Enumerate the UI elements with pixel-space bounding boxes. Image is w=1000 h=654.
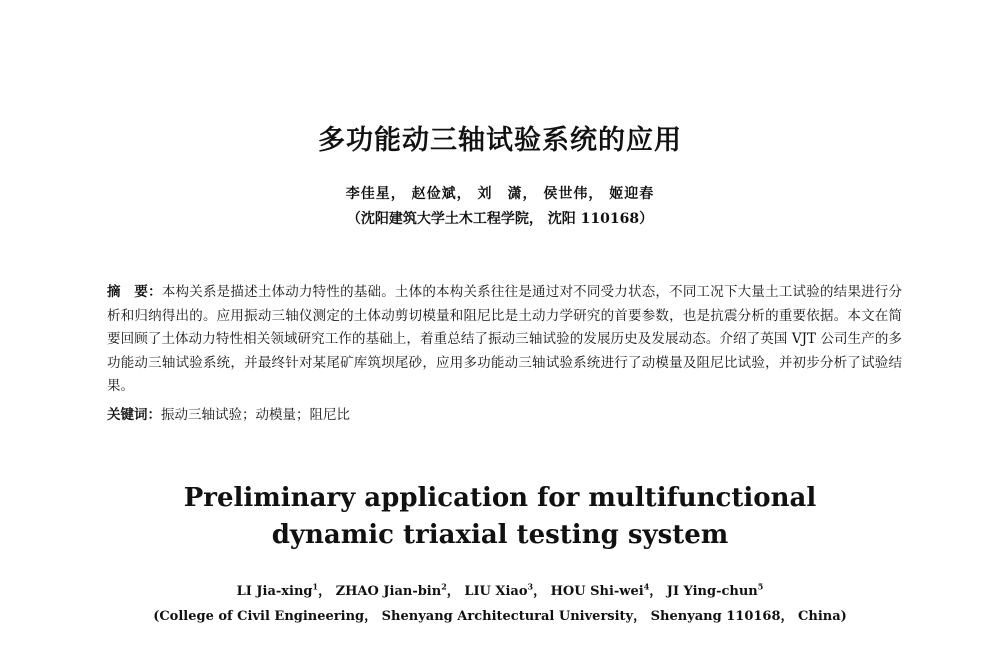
- abstract-text: 本构关系是描述土体动力特性的基础。土体的本构关系往往是通过对不同受力状态，不同工况下大量土工试验的结果进行分析和归纳得出的。应用振动三轴仪测定的土体动剪切模量和阻尼比是土动力学研究的首要参数，也是抗震分析的重要依据。本文在简要回顾了土体动力特性相关领域研究工作的基础上，着重总结了振动三轴试验的发展历史及发展动态。介绍了英国 VJT 公司生产的多功能动三轴试验系统，并最终针对某尾矿库筑坝尾砂，应用多功能动三轴试验系统进行了动模量及阻尼比试验，并初步分析了试验结果。: [107, 284, 902, 394]
- keywords: [107, 404, 902, 426]
- en-author-sup: 1: [312, 581, 319, 592]
- en-affiliation: (College of Civil Engineering， Shenyang Architectural University， Shenyang 110168， China): [153, 609, 847, 624]
- cn-authors: 李佳星， 赵俭斌， 刘 潇， 侯世伟， 姬迎春: [345, 186, 655, 202]
- en-author-name: LIU Xiao: [464, 584, 528, 599]
- cn-affiliation: （沈阳建筑大学土木工程学院， 沈阳 110168）: [346, 211, 654, 227]
- en-author-sup: 4: [643, 581, 650, 592]
- en-author-name: LI Jia-xing: [236, 584, 313, 599]
- en-author-name: HOU Shi-wei: [550, 584, 644, 599]
- en-title-line1: Preliminary application for multifunctional: [183, 483, 817, 513]
- en-author: [666, 581, 764, 599]
- en-author: [550, 581, 650, 599]
- en-authors: LI Jia-xing$^1$， ZHAO Jian-bin$^2$， LIU Xiao$^3$， HOU Shi-wei$^4$， JI Ying-chun$^5$: [236, 581, 764, 599]
- en-author-name: JI Ying-chun: [666, 584, 758, 599]
- en-author-sup: 3: [527, 581, 534, 592]
- en-author-sup: 5: [757, 581, 764, 592]
- en-author: [335, 581, 447, 599]
- abstract-label: 摘 要：: [107, 284, 162, 300]
- en-author-sup: 2: [441, 581, 447, 592]
- en-title: [0, 480, 1000, 554]
- en-title-line2: dynamic triaxial testing system: [271, 520, 729, 550]
- abstract: [107, 281, 902, 399]
- cn-title: 多功能动三轴试验系统的应用: [318, 125, 682, 156]
- en-author: [464, 581, 534, 599]
- keywords-label: 关键词：: [107, 407, 161, 423]
- en-author: [236, 581, 319, 599]
- keywords-text: 振动三轴试验；动模量；阻尼比: [161, 407, 350, 423]
- en-author-name: ZHAO Jian-bin: [335, 584, 442, 599]
